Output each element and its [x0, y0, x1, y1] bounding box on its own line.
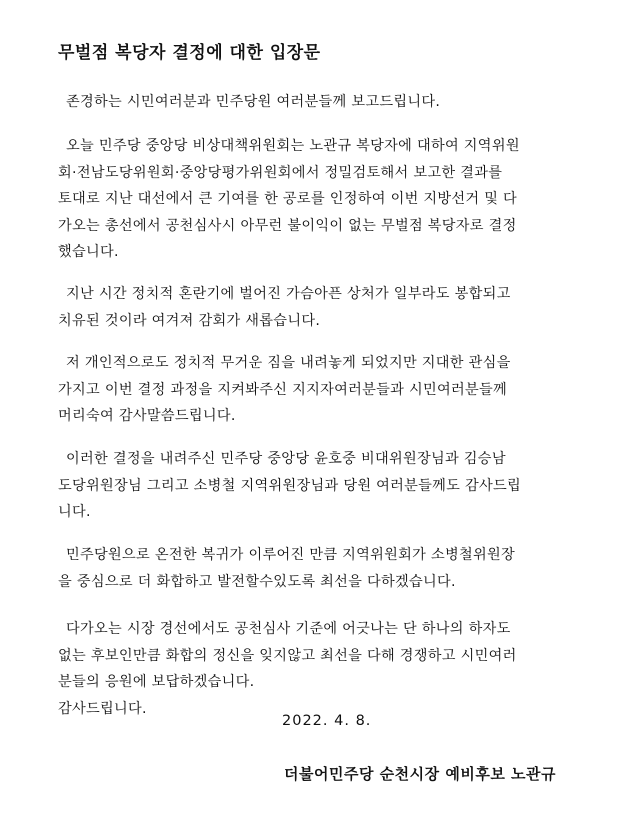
paragraph-line: 가오는 총선에서 공천심사시 아무런 불이익이 없는 무벌점 복당자로 결정: [58, 217, 517, 234]
paragraph-line: 오늘 민주당 중앙당 비상대책위원회는 노관규 복당자에 대하여 지역위원: [66, 138, 520, 154]
greeting-line: 존경하는 시민여러분과 민주당원 여러분들께 보고드립니다.: [66, 94, 441, 110]
paragraph-line: 니다.: [58, 504, 91, 520]
paragraph-6: [58, 616, 598, 722]
document-date: 2022. 4. 8.: [282, 713, 372, 729]
paragraph-line: 다가오는 시장 경선에서도 공천심사 기준에 어긋나는 단 하나의 하자도: [66, 621, 511, 637]
paragraph-line: 이러한 결정을 내려주신 민주당 중앙당 윤호중 비대위원장님과 김승남: [66, 451, 506, 467]
paragraph-line: 토대로 지난 대선에서 큰 기여를 한 공로를 인정하여 이번 지방선거 및 다: [58, 191, 518, 207]
paragraph-5: [58, 542, 598, 595]
paragraph-line: 도당위원장님 그리고 소병철 지역위원장님과 당원 여러분들께도 감사드립: [58, 477, 522, 494]
signature: 더불어민주당 순천시장 예비후보 노관규: [284, 765, 556, 783]
paragraph-line: 지난 시간 정치적 혼란기에 벌어진 가슴아픈 상처가 일부라도 봉합되고: [66, 286, 511, 302]
paragraph-line: 저 개인적으로도 정치적 무거운 짐을 내려놓게 되었지만 지대한 관심을: [66, 355, 511, 371]
paragraph-line: 회·전남도당위원회·중앙당평가위원회에서 정밀검토해서 보고한 결과를: [58, 164, 503, 181]
paragraph-line: 분들의 응원에 보답하겠습니다.: [58, 674, 255, 690]
paragraph-1: [58, 133, 598, 266]
paragraph-line: 머리숙여 감사말씀드립니다.: [58, 408, 236, 424]
paragraph-2: [58, 281, 598, 334]
paragraph-3: [58, 350, 598, 430]
paragraph-line: 치유된 것이라 여겨져 감회가 새롭습니다.: [58, 312, 321, 329]
greeting-paragraph: [58, 89, 598, 116]
paragraph-4: [58, 446, 598, 526]
closing-thanks: 감사드립니다.: [58, 700, 147, 717]
paragraph-line: 가지고 이번 결정 과정을 지켜봐주신 지지자여러분들과 시민여러분들께: [58, 381, 508, 398]
paragraph-line: 했습니다.: [58, 244, 119, 260]
paragraph-line: 민주당원으로 온전한 복귀가 이루어진 만큼 지역위원회가 소병철위원장: [66, 547, 516, 563]
paragraph-line: 없는 후보인만큼 화합의 정신을 잊지않고 최선을 다해 경쟁하고 시민여러: [58, 647, 517, 664]
paragraph-line: 을 중심으로 더 화합하고 발전할수있도록 최선을 다하겠습니다.: [58, 573, 456, 590]
document-title: 무벌점 복당자 결정에 대한 입장문: [58, 43, 321, 63]
